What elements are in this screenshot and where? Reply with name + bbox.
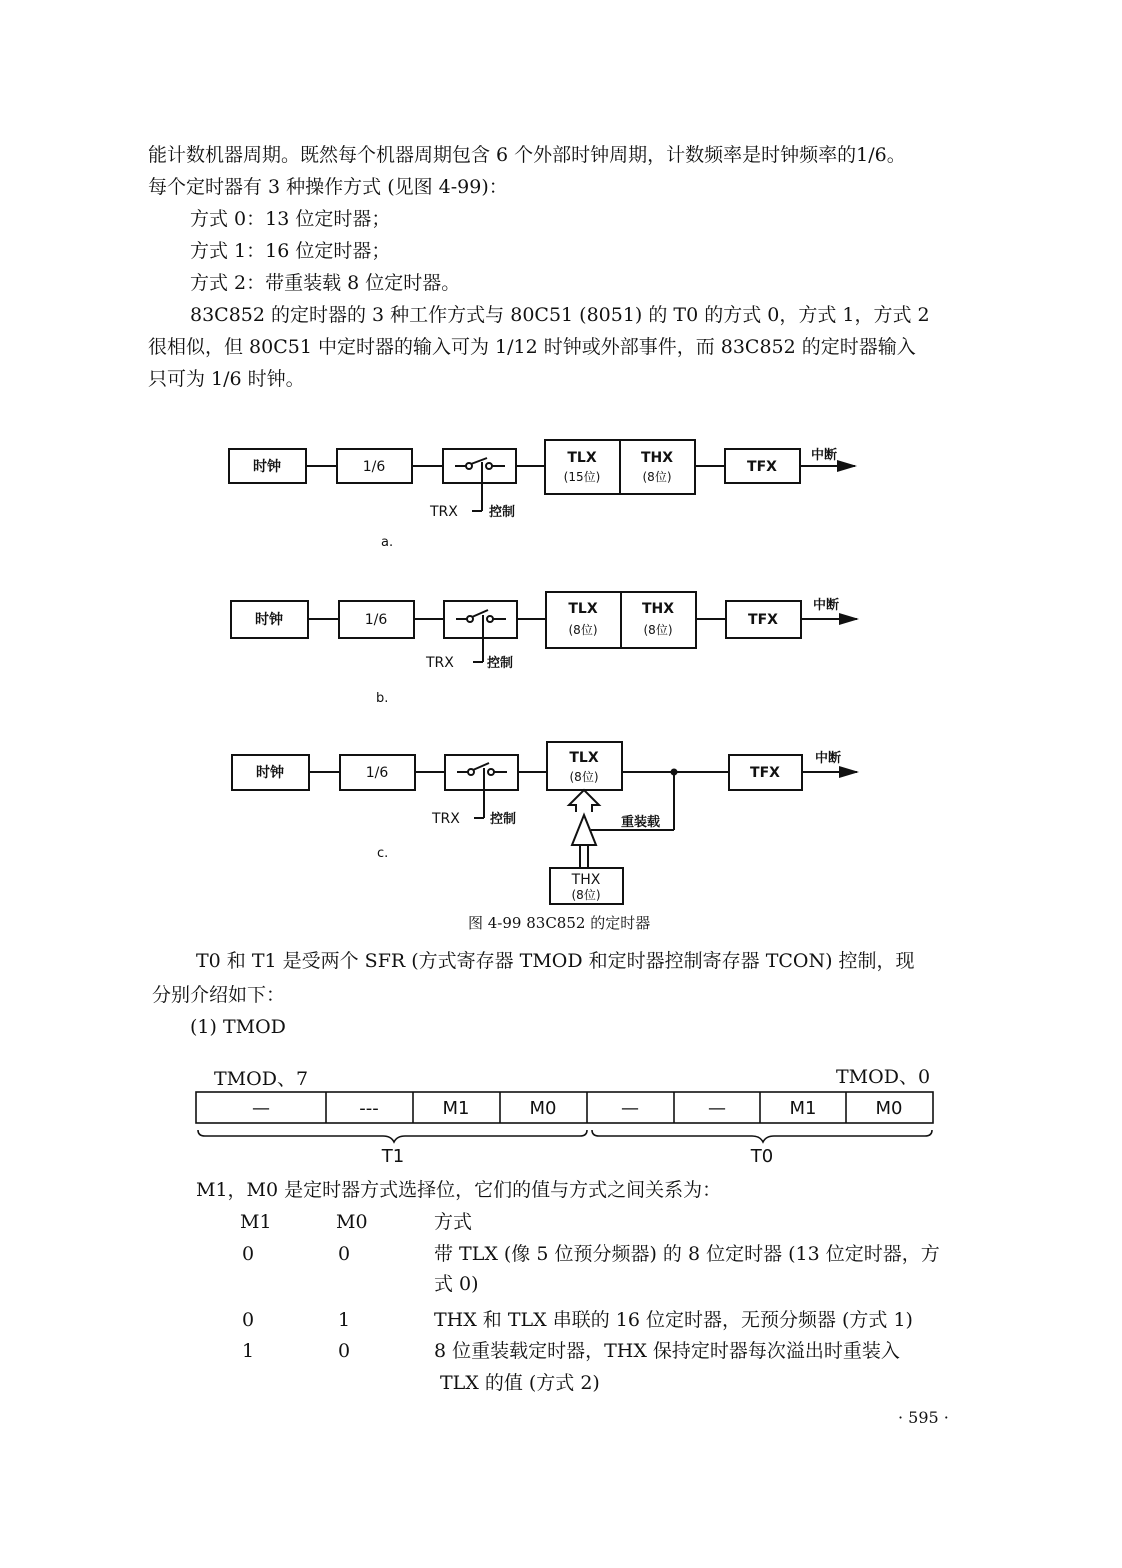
table-header-m1: M1 <box>240 1211 272 1233</box>
a-sub-label: a. <box>381 535 394 550</box>
b-divider-label: 1/6 <box>364 612 388 628</box>
mode-intro-text: M1，M0 是定时器方式选择位，它们的值与方式之间关系为： <box>196 1179 722 1201</box>
table-row-2-m0: 1 <box>338 1309 351 1331</box>
intro-line-6: 83C852 的定时器的 3 种工作方式与 80C51 (8051) 的 T0 的方式 0，方式 1，方式 2 <box>190 304 930 326</box>
intro-line-2: 每个定时器有 3 种操作方式 (见图 4-99)： <box>148 176 508 198</box>
a-clock-label: 时钟 <box>253 459 281 475</box>
c-interrupt-label: 中断 <box>815 751 842 766</box>
b-thx-label: THX <box>641 601 675 617</box>
c-tlx-label: TLX <box>569 750 599 766</box>
c-trx-label: TRX <box>432 811 460 827</box>
a-tlx-bits: (15位) <box>563 470 601 484</box>
b-tlx-label: TLX <box>568 601 598 617</box>
page-number: · 595 · <box>898 1408 949 1427</box>
table-row-3-desc-cont: TLX 的值 (方式 2) <box>440 1372 600 1394</box>
b-tfx-label: TFX <box>748 612 778 628</box>
tmod-bit-0: M0 <box>875 1098 903 1119</box>
c-sub-label: c. <box>377 846 389 861</box>
table-row-1-m0: 0 <box>338 1243 351 1265</box>
b-sub-label: b. <box>376 691 389 706</box>
c-clock-label: 时钟 <box>256 765 284 781</box>
tmod-bit-4: M0 <box>529 1098 557 1119</box>
table-row-3-m0: 0 <box>338 1340 351 1362</box>
a-control-label: 控制 <box>489 505 516 520</box>
table-header-mode: 方式 <box>434 1211 473 1233</box>
figure-caption: 图 4-99 83C852 的定时器 <box>468 914 651 932</box>
c-control-label: 控制 <box>490 812 517 827</box>
c-divider-label: 1/6 <box>365 765 389 781</box>
body-line-2: 分别介绍如下： <box>152 984 286 1006</box>
table-row-3-desc: 8 位重装载定时器，THX 保持定时器每次溢出时重装入 <box>434 1340 900 1362</box>
tmod-high-label: TMOD、7 <box>214 1068 309 1090</box>
b-thx-bits: (8位) <box>643 623 673 637</box>
intro-line-4: 方式 1：16 位定时器； <box>190 240 391 262</box>
a-interrupt-label: 中断 <box>811 448 838 463</box>
tmod-bit-6: --- <box>359 1098 379 1119</box>
a-trx-label: TRX <box>430 504 458 520</box>
a-tlx-label: TLX <box>567 450 597 466</box>
a-thx-bits: (8位) <box>642 470 672 484</box>
b-tlx-bits: (8位) <box>568 623 598 637</box>
table-row-2-desc: THX 和 TLX 串联的 16 位定时器，无预分频器 (方式 1) <box>434 1309 913 1331</box>
body-line-1: T0 和 T1 是受两个 SFR (方式寄存器 TMOD 和定时器控制寄存器 TCON) 控制，现 <box>196 950 915 972</box>
tmod-bit-7: — <box>252 1098 270 1119</box>
table-header-m0: M0 <box>336 1211 368 1233</box>
tmod-bit-5: M1 <box>442 1098 470 1119</box>
b-trx-label: TRX <box>426 655 454 671</box>
table-row-2-m1: 0 <box>242 1309 255 1331</box>
b-control-label: 控制 <box>487 656 514 671</box>
tmod-bit-1: M1 <box>789 1098 817 1119</box>
tmod-low-label: TMOD、0 <box>836 1066 931 1088</box>
b-clock-label: 时钟 <box>255 612 283 628</box>
section-heading-tmod: (1) TMOD <box>190 1016 286 1038</box>
tmod-group-t0: T0 <box>750 1146 774 1167</box>
a-thx-label: THX <box>640 450 674 466</box>
tmod-bit-3: — <box>621 1098 639 1119</box>
intro-line-8: 只可为 1/6 时钟。 <box>148 368 305 390</box>
tmod-group-t1: T1 <box>381 1146 405 1167</box>
intro-line-1: 能计数机器周期。既然每个机器周期包含 6 个外部时钟周期，计数频率是时钟频率的1/6。 <box>148 144 906 166</box>
intro-line-7: 很相似，但 80C51 中定时器的输入可为 1/12 时钟或外部事件，而 83C852 的定时器输入 <box>148 336 916 358</box>
c-reload-label: 重装载 <box>621 815 661 830</box>
c-thx-label: THX <box>571 872 601 888</box>
intro-line-5: 方式 2：带重装载 8 位定时器。 <box>190 272 461 294</box>
a-divider-label: 1/6 <box>362 459 386 475</box>
table-row-1-desc-cont: 式 0) <box>434 1273 479 1295</box>
table-row-1-m1: 0 <box>242 1243 255 1265</box>
table-row-3-m1: 1 <box>242 1340 255 1362</box>
c-thx-bits: (8位) <box>571 888 601 902</box>
table-row-1-desc: 带 TLX (像 5 位预分频器) 的 8 位定时器 (13 位定时器，方 <box>434 1243 940 1265</box>
c-tfx-label: TFX <box>750 765 780 781</box>
intro-line-3: 方式 0：13 位定时器； <box>190 208 391 230</box>
tmod-bit-2: — <box>708 1098 726 1119</box>
b-interrupt-label: 中断 <box>813 598 840 613</box>
c-tlx-bits: (8位) <box>569 770 599 784</box>
a-tfx-label: TFX <box>747 459 777 475</box>
